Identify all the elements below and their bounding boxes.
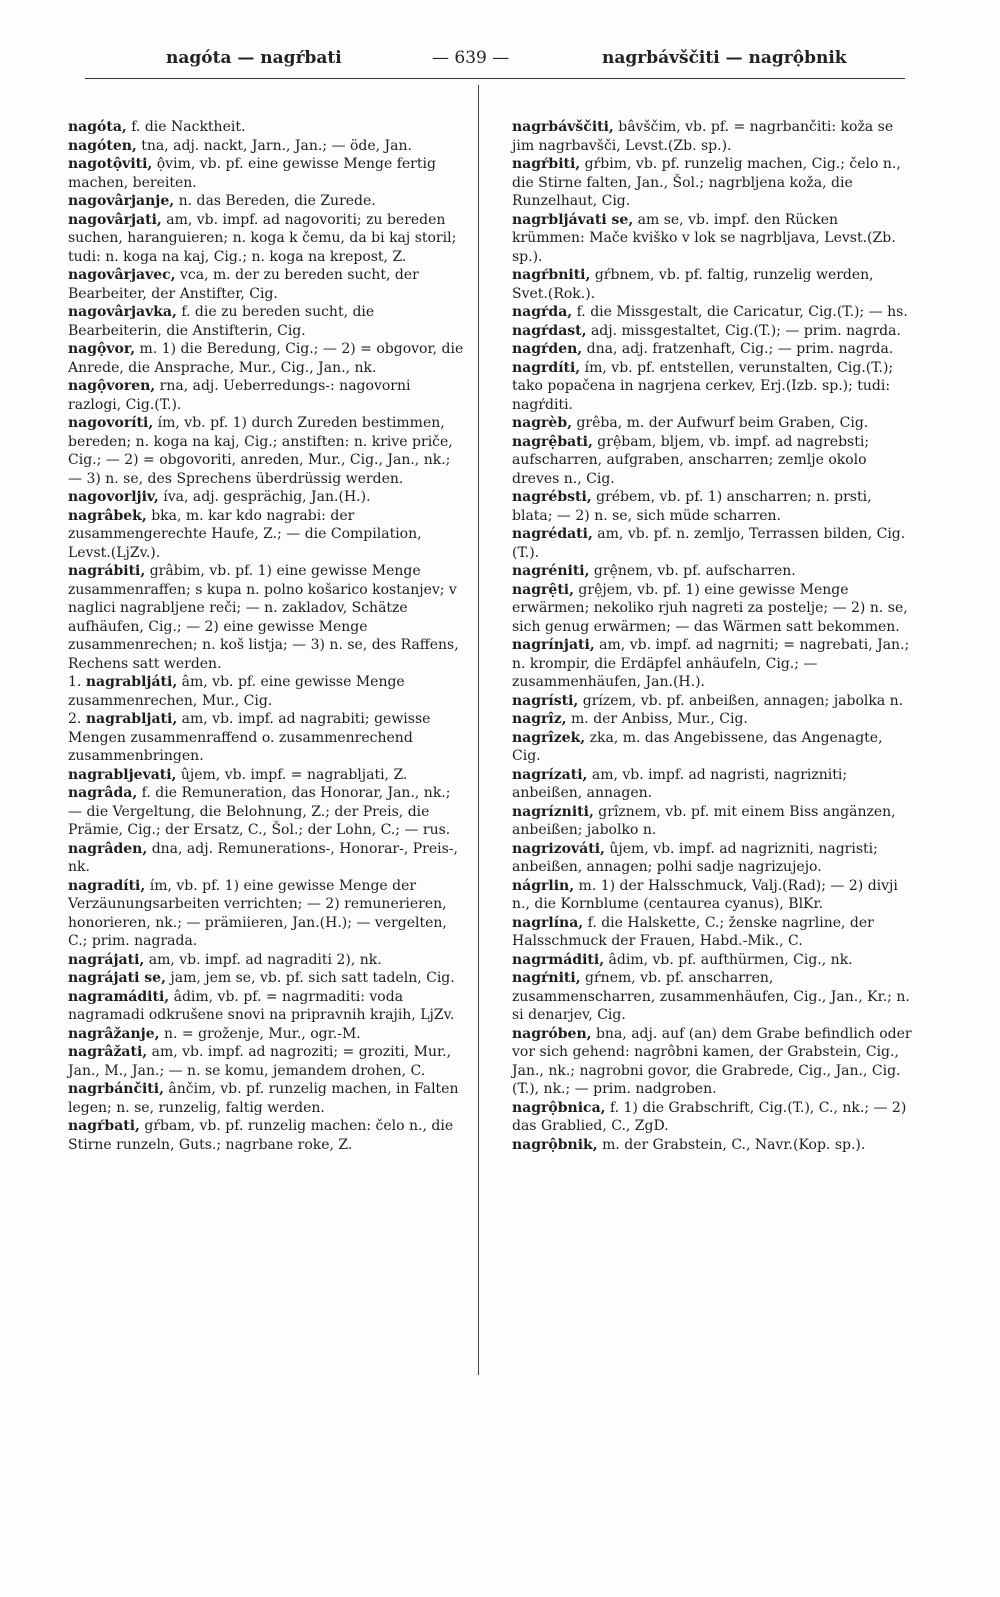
headword: nagrâbek, — [68, 507, 147, 524]
dictionary-entry — [512, 1025, 912, 1099]
headword: nagộvor, — [68, 341, 136, 357]
dictionary-entry — [512, 914, 912, 951]
definition-text: f. die Halskette, C.; ženske nagrline, der Halsschmuck der Frauen, Habd.-Mik., C. — [512, 914, 874, 949]
headword: nagŕbati, — [68, 1118, 140, 1134]
dictionary-entry — [68, 266, 468, 303]
headword: nagrébsti, — [512, 489, 592, 505]
definition-text: rna, adj. Ueberredungs-: nagovorni razlogi, Cig.(T.). — [68, 378, 411, 413]
headword: nagŕbniti, — [512, 267, 591, 283]
dictionary-entry — [68, 192, 468, 211]
definition-text: grệjem, vb. pf. 1) eine gewisse Menge erwärmen; nekoliko rjuh nagreti za postelje; — 2) n. se, sich genug erwärmen; — das Wärmen satt bekommen. — [512, 581, 908, 635]
headword: nagrízati, — [512, 766, 588, 783]
headword: nagovârjanje, — [68, 193, 175, 209]
dictionary-entry — [512, 303, 912, 322]
definition-text: m. der Grabstein, C., Navr.(Kop. sp.). — [597, 1136, 866, 1153]
header-right-range: nagrbávščiti — nagrộbnik — [602, 48, 847, 68]
dictionary-entry — [512, 525, 912, 562]
page-number: — 639 — — [432, 48, 510, 68]
definition-text: f. die zu bereden sucht, die Bearbeiterin, die Anstifterin, Cig. — [68, 304, 375, 339]
header-rule — [85, 78, 905, 79]
headword: nagrlína, — [512, 914, 584, 931]
headword: nagrájati, — [68, 951, 145, 968]
dictionary-entry — [68, 155, 468, 192]
definition-text: am, vb. impf. ad nagristi, nagrizniti; anbeißen, annagen. — [512, 766, 848, 801]
headword: nagŕniti, — [512, 970, 581, 986]
headword: nagŕden, — [512, 341, 583, 357]
definition-text: m. der Anbiss, Mur., Cig. — [566, 711, 748, 727]
dictionary-entry — [512, 581, 912, 637]
definition-text: gŕbam, vb. pf. runzelig machen: čelo n., die Stirne runzeln, Guts.; nagrbane roke, Z. — [68, 1118, 454, 1153]
definition-text: tna, adj. nackt, Jarn., Jan.; — öde, Jan. — [136, 137, 412, 154]
headword: nagrbánčiti, — [68, 1081, 164, 1097]
headword: nagŕda, — [512, 304, 573, 320]
dictionary-entry — [68, 377, 468, 414]
dictionary-entry — [68, 137, 468, 156]
dictionary-entry — [68, 340, 468, 377]
dictionary-entry — [512, 488, 912, 525]
dictionary-entry — [68, 673, 468, 710]
dictionary-entry — [512, 414, 912, 433]
definition-text: íva, adj. gesprächig, Jan.(H.). — [158, 489, 371, 505]
dictionary-entry — [68, 710, 468, 766]
headword: nagovorljiv, — [68, 489, 159, 505]
definition-text: gŕbim, vb. pf. runzelig machen, Cig.; čelo n., die Stirne falten, Jan., Šol.; nagrbljena koža, die Runzelhaut, Cig. — [512, 156, 901, 209]
dictionary-entry — [68, 877, 468, 951]
dictionary-entry — [512, 969, 912, 1025]
headword: nagréniti, — [512, 563, 590, 579]
entry-number: 1. — [68, 674, 86, 690]
definition-text: f. die Missgestalt, die Caricatur, Cig.(T.); — hs. — [572, 304, 908, 320]
header-left-range: nagóta — nagŕbati — [166, 48, 342, 68]
definition-text: dna, adj. Remunerations-, Honorar-, Preis-, nk. — [68, 840, 458, 875]
dictionary-entry — [68, 766, 468, 785]
definition-text: f. die Nacktheit. — [126, 119, 246, 135]
definition-text: âdim, vb. pf. = nagrmaditi: voda nagramadi odkrušene snovi na pripravnih krajih, LjZv. — [68, 988, 455, 1023]
headword: nagrâžanje, — [68, 1025, 160, 1042]
headword: nagrabljati, — [85, 711, 178, 727]
definition-text: n. das Bereden, die Zurede. — [174, 193, 376, 209]
dictionary-entry — [512, 729, 912, 766]
definition-text: grîznem, vb. pf. mit einem Biss angänzen, anbeißen; jabolko n. — [512, 803, 896, 838]
headword: nagradíti, — [68, 877, 146, 894]
definition-text: am, vb. impf. ad nagovoriti; zu bereden suchen, haranguieren; n. koga k čemu, da bi kaj storil; tudi: n. koga na kaj, Cig.; n. koga na krepost, Z. — [68, 211, 457, 265]
definition-text: dna, adj. fratzenhaft, Cig.; — prim. nagrda. — [582, 341, 894, 357]
headword: nagóta, — [68, 119, 127, 135]
dictionary-entry — [512, 636, 912, 692]
headword: nagramáditi, — [68, 988, 170, 1005]
headword: nagrábiti, — [68, 563, 146, 579]
headword: nagóten, — [68, 137, 137, 154]
definition-text: bâvščim, vb. pf. = nagrbančiti: koža se jim nagrbavšči, Levst.(Zb. sp.). — [512, 119, 894, 154]
definition-text: âdim, vb. pf. aufthürmen, Cig., nk. — [604, 951, 853, 968]
definition-text: gŕnem, vb. pf. anscharren, zusammenscharren, zusammenhäufen, Cig., Jan., Kr.; n. si denarjev, Cig. — [512, 970, 910, 1023]
dictionary-entry — [512, 433, 912, 489]
dictionary-entry — [68, 488, 468, 507]
dictionary-entry — [512, 766, 912, 803]
headword: nagrédati, — [512, 526, 593, 542]
dictionary-entry — [68, 988, 468, 1025]
headword: nagrộbnica, — [512, 1099, 606, 1116]
definition-text: f. 1) die Grabschrift, Cig.(T.), C., nk.; — 2) das Grablied, C., ZgD. — [512, 1099, 907, 1134]
headword: nagŕdast, — [512, 322, 587, 339]
definition-text: grâbim, vb. pf. 1) eine gewisse Menge zusammenraffen; s kupa n. polno košarico kostanjev; v naglici nagrabljene reči; — n. zakladov, Schätze aufhäufen, Cig.; — 2) eine gewisse Menge zusammenrechen; n. koš listja; — 3) n. se, des Raffens, Rechens satt werden. — [68, 563, 459, 672]
dictionary-entry — [512, 266, 912, 303]
dictionary-entry — [512, 692, 912, 711]
dictionary-entry — [68, 840, 468, 877]
headword: nagrbljávati se, — [512, 211, 634, 228]
definition-text: m. 1) der Halsschmuck, Valj.(Rad); — 2) divji n., die Kornblume (centaurea cyanus), BlKr. — [512, 877, 898, 912]
dictionary-entry — [68, 1025, 468, 1044]
headword: nagrîz, — [512, 711, 567, 727]
headword: nagrdíti, — [512, 359, 581, 376]
dictionary-entry — [512, 803, 912, 840]
definition-text: zka, m. das Angebissene, das Angenagte, Cig. — [512, 729, 883, 764]
headword: nagrîzek, — [512, 729, 586, 746]
dictionary-entry — [512, 877, 912, 914]
definition-text: am, vb. impf. ad nagraditi 2), nk. — [144, 951, 382, 968]
definition-text: m. 1) die Beredung, Cig.; — 2) = obgovor, die Anrede, die Ansprache, Mur., Cig., Jan., nk. — [68, 341, 464, 376]
page-header — [60, 48, 960, 78]
definition-text: ím, vb. pf. entstellen, verunstalten, Cig.(T.); tako popačena in nagrjena cerkev, Erj.(Izb. sp.); tudi: nagŕditi. — [512, 359, 894, 413]
definition-text: grệnem, vb. pf. aufscharren. — [589, 563, 796, 579]
definition-text: bna, adj. auf (an) dem Grabe befindlich oder vor sich gehend: nagrôbni kamen, der Grabstein, Cig., Jan., nk.; nagrobni govor, die Grabrede, Cig., Jan., Cig.(T.), nk.; — prim. nadgroben. — [512, 1025, 912, 1097]
headword: nagrệti, — [512, 581, 574, 598]
headword: nagŕbiti, — [512, 156, 581, 172]
dictionary-entry — [68, 1117, 468, 1154]
headword: nagrájati se, — [68, 970, 166, 986]
definition-text: ûjem, vb. impf. = nagrabljati, Z. — [176, 766, 408, 783]
headword: nagrèb, — [512, 415, 572, 431]
definition-text: grébem, vb. pf. 1) anscharren; n. prsti, blata; — 2) n. se, sich müde scharren. — [512, 489, 872, 524]
dictionary-entry — [512, 359, 912, 415]
headword: nagrâda, — [68, 785, 138, 801]
headword: nagovârjati, — [68, 211, 162, 228]
dictionary-entry — [68, 1043, 468, 1080]
headword: nagovârjavka, — [68, 304, 177, 320]
right-column — [512, 118, 912, 1154]
headword: nagrizováti, — [512, 840, 605, 857]
headword: nagrệbati, — [512, 433, 593, 450]
definition-text: bka, m. kar kdo nagrabi: der zusammengerechte Haufe, Z.; — die Compilation, Levst.(LjZv.). — [68, 507, 422, 561]
definition-text: n. = groženje, Mur., ogr.-M. — [159, 1025, 361, 1042]
definition-text: gŕbnem, vb. pf. faltig, runzelig werden, Svet.(Rok.). — [512, 267, 874, 302]
definition-text: am se, vb. impf. den Rücken krümmen: Mače kviško v lok se nagrbljava, Levst.(Zb. sp.). — [512, 211, 896, 265]
definition-text: grízem, vb. pf. anbeißen, annagen; jabolka n. — [578, 692, 904, 709]
column-divider — [478, 85, 479, 1375]
dictionary-entry — [512, 562, 912, 581]
dictionary-entry — [68, 784, 468, 840]
headword: nagotộviti, — [68, 156, 153, 172]
headword: nagróben, — [512, 1025, 592, 1042]
headword: nagrộbnik, — [512, 1136, 598, 1153]
entry-number: 2. — [68, 711, 86, 727]
headword: nagrínjati, — [512, 637, 595, 653]
definition-text: am, vb. pf. n. zemljo, Terrassen bilden, Cig.(T.). — [512, 526, 906, 561]
headword: nagộvoren, — [68, 378, 156, 394]
definition-text: f. die Remuneration, das Honorar, Jan., nk.; — die Vergeltung, die Belohnung, Z.; der Preis, die Prämie, Cig.; der Ersatz, C., Šol.; der Lohn, C.; — rus. — [68, 785, 451, 838]
headword: nagovârjavec, — [68, 267, 176, 283]
dictionary-entry — [512, 118, 912, 155]
dictionary-entry — [512, 340, 912, 359]
definition-text: grêba, m. der Aufwurf beim Graben, Cig. — [572, 415, 869, 431]
headword: nagrabljevati, — [68, 766, 177, 783]
dictionary-entry — [512, 951, 912, 970]
dictionary-entry — [68, 507, 468, 563]
dictionary-entry — [512, 840, 912, 877]
dictionary-entry — [68, 951, 468, 970]
dictionary-entry — [68, 414, 468, 488]
dictionary-entry — [512, 155, 912, 211]
dictionary-entry — [68, 118, 468, 137]
dictionary-entry — [512, 322, 912, 341]
definition-text: ím, vb. pf. 1) durch Zureden bestimmen, bereden; n. koga na kaj, Cig.; anstiften: n. krive priče, Cig.; — 2) = obgovoriti, anreden, Mur., Cig., Jan., nk.; — 3) n. se, des Sprechens überdrüssig werden. — [68, 415, 453, 487]
definition-text: am, vb. impf. ad nagrabiti; gewisse Mengen zusammenraffend o. zusammenrechend zusammenbringen. — [68, 711, 431, 764]
headword: nagovoríti, — [68, 415, 154, 431]
definition-text: ûjem, vb. impf. ad nagrizniti, nagristi; anbeißen, annagen; polhi sadje nagrizujejo. — [512, 840, 878, 875]
headword: nagrâden, — [68, 840, 148, 857]
definition-text: vca, m. der zu bereden sucht, der Bearbeiter, der Anstifter, Cig. — [68, 267, 419, 302]
dictionary-entry — [68, 969, 468, 988]
dictionary-entry — [512, 211, 912, 267]
definition-text: am, vb. impf. ad nagroziti; = groziti, Mur., Jan., M., Jan.; — n. se komu, jemandem drohen, C. — [68, 1044, 452, 1079]
definition-text: am, vb. impf. ad nagrniti; = nagrebati, Jan.; n. krompir, die Erdäpfel anhäufeln, Cig.; — zusammenhäufen, Jan.(H.). — [512, 637, 910, 690]
dictionary-entry — [68, 1080, 468, 1117]
left-column — [68, 118, 468, 1154]
definition-text: âm, vb. pf. eine gewisse Menge zusammenrechen, Mur., Cig. — [68, 674, 405, 709]
definition-text: grệbam, bljem, vb. impf. ad nagrebsti; aufscharren, aufgraben, anscharren; zemlje okolo dreves n., Cig. — [512, 433, 870, 487]
headword: nagrbávščiti, — [512, 119, 614, 135]
definition-text: jam, jem se, vb. pf. sich satt tadeln, Cig. — [165, 970, 455, 986]
headword: nágrlin, — [512, 877, 575, 894]
headword: nagrízniti, — [512, 803, 594, 820]
headword: nagrísti, — [512, 692, 579, 709]
headword: nagrmáditi, — [512, 951, 605, 968]
definition-text: adj. missgestaltet, Cig.(T.); — prim. nagrda. — [586, 322, 901, 339]
dictionary-entry — [512, 1099, 912, 1136]
dictionary-entry — [512, 710, 912, 729]
definition-text: ộvim, vb. pf. eine gewisse Menge fertig machen, bereiten. — [68, 156, 436, 191]
dictionary-entry — [68, 303, 468, 340]
dictionary-entry — [68, 211, 468, 267]
dictionary-entry — [512, 1136, 912, 1155]
dictionary-entry — [68, 562, 468, 673]
definition-text: ânčim, vb. pf. runzelig machen, in Falten legen; n. se, runzelig, faltig werden. — [68, 1081, 459, 1116]
headword: nagrâžati, — [68, 1044, 148, 1060]
definition-text: ím, vb. pf. 1) eine gewisse Menge der Verzäunungsarbeiten verrichten; — 2) remunerieren, honorieren, nk.; — prämiieren, Jan.(H.); — vergelten, C.; prim. nagrada. — [68, 877, 447, 949]
headword: nagrabljáti, — [85, 674, 178, 690]
